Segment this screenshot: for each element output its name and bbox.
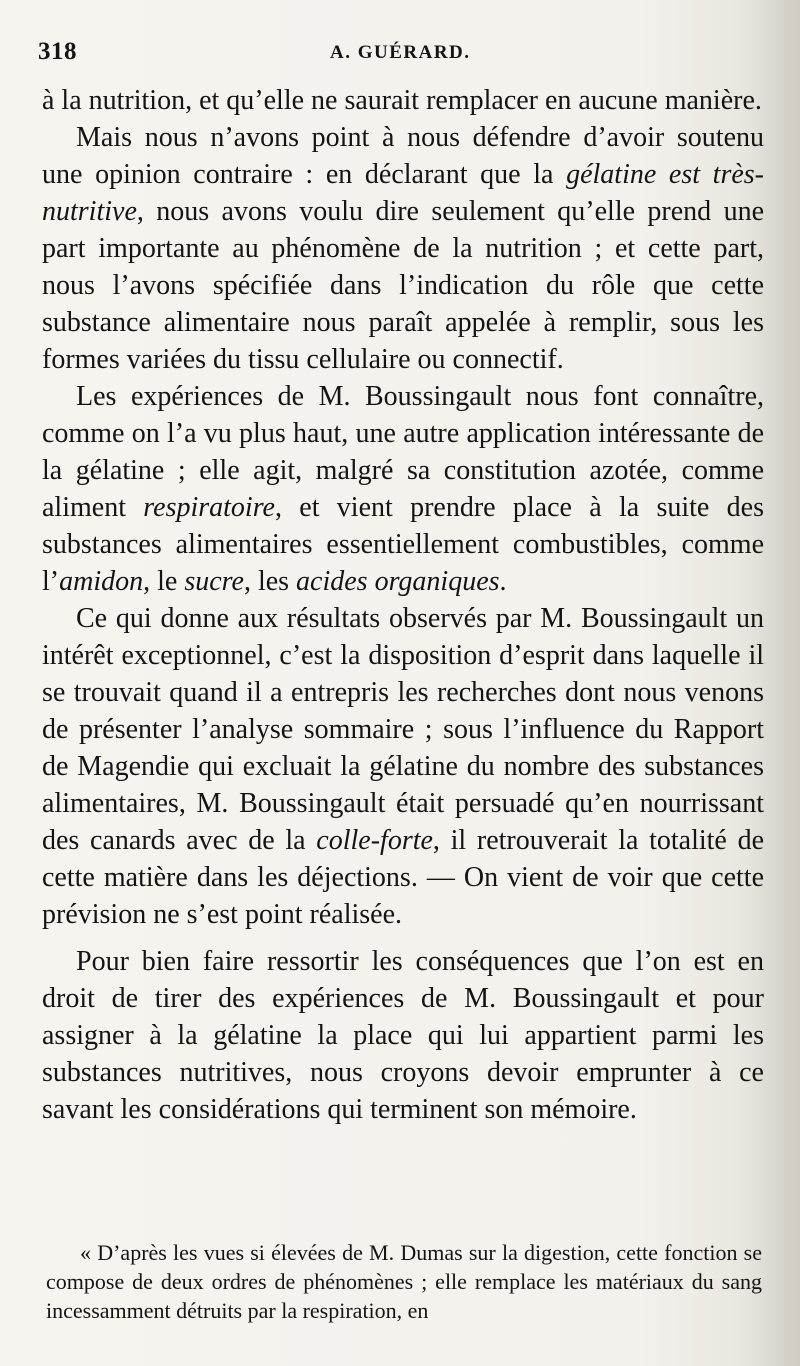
paragraph xyxy=(42,82,764,119)
text-run: . xyxy=(499,566,507,597)
paragraph xyxy=(42,600,764,933)
paragraph xyxy=(42,119,764,378)
text-run: Mais nous n’avons point à nous défendre d’avoir soutenu une opinion contraire : en déclarant que la xyxy=(42,122,764,190)
text-run: , il retrouverait la totalité de cette matière dans les déjections. — On vient de voir que cette prévision ne s’est point réalisée. xyxy=(42,825,764,930)
body-text xyxy=(42,82,764,1128)
text-run: , et vient prendre place à la suite des substances alimentaires essentiellement combustibles, comme l’ xyxy=(42,492,764,597)
italic-text: acides organiques xyxy=(296,566,500,597)
page-number: 318 xyxy=(38,38,77,65)
text-run: Pour bien faire ressortir les conséquences que l’on est en droit de tirer des expériences de M. Boussingault et pour assigner à la gélatine la place qui lui appartient parmi les substances nutritives, nous croyons devoir emprunter à ce savant les considérations qui terminent son mémoire. xyxy=(42,946,764,1125)
italic-text: gélatine est très-nutritive xyxy=(42,159,764,227)
text-run: , le xyxy=(143,566,185,597)
running-head: A. GUÉRARD. xyxy=(330,42,471,63)
text-run: , les xyxy=(243,566,297,597)
page-header xyxy=(38,38,638,70)
text-run: Les expériences de M. Boussingault nous font connaître, comme on l’a vu plus haut, une autre application intéressante de la gélatine ; elle agit, malgré sa constitution azotée, comme aliment xyxy=(42,381,764,523)
italic-text: amidon xyxy=(59,566,144,597)
italic-text: sucre xyxy=(184,566,244,597)
quotation-text: « D’après les vues si élevées de M. Dumas sur la digestion, cette fonction se compose de deux ordres de phénomènes ; elle remplace les matériaux du sang incessamment détruits par la respiration, en xyxy=(46,1240,762,1323)
text-run: Ce qui donne aux résultats observés par M. Boussingault un intérêt exceptionnel, c’est la disposition d’esprit dans laquelle il se trouvait quand il a entrepris les recherches dont nous venons de présenter l’analyse sommaire ; sous l’influence du Rapport de Magendie qui excluait la gélatine du nombre des substances alimentaires, M. Boussingault était persuadé qu’en nourrissant des canards avec de la xyxy=(42,603,764,856)
text-run: à la nutrition, et qu’elle ne saurait remplacer en aucune manière. xyxy=(42,85,762,116)
italic-text: colle-forte xyxy=(316,825,433,856)
paragraph xyxy=(42,943,764,1128)
italic-text: respiratoire xyxy=(143,492,275,523)
paragraph xyxy=(42,378,764,600)
text-run: , nous avons voulu dire seulement qu’elle prend une part importante au phénomène de la nutrition ; et cette part, nous l’avons spécifiée dans l’indication du rôle que cette substance alimentaire nous paraît appelée à remplir, sous les formes variées du tissu cellulaire ou connectif. xyxy=(42,196,764,375)
quotation xyxy=(46,1238,762,1325)
